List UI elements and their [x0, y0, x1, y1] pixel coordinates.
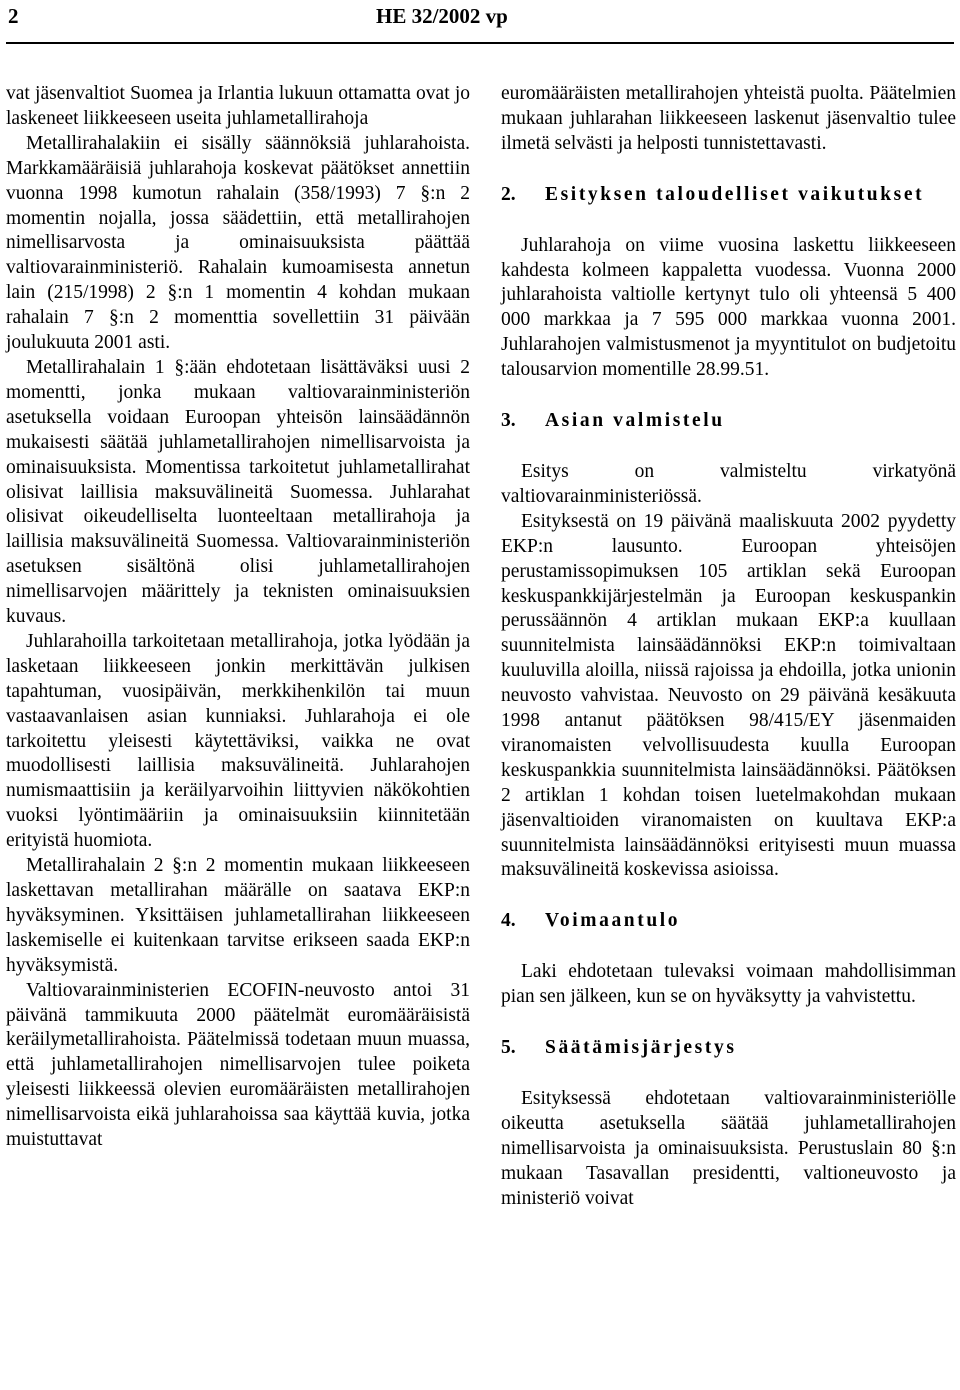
- header-rule: [6, 42, 954, 44]
- left-column: [6, 82, 470, 1153]
- paragraph: Esitys on valmisteltu virkatyönä valtiovarainministeriössä.: [501, 460, 956, 507]
- paragraph: euromääräisten metallirahojen yhteistä puolta. Päätelmien mukaan juhlarahan liikkeeseen laskenut jäsenvaltio tulee ilmetä selvästi ja helposti tunnistettavasti.: [501, 83, 956, 154]
- section-heading: [501, 909, 956, 934]
- section-number: 5.: [501, 1037, 516, 1059]
- paragraph: Juhlarahoilla tarkoitetaan metallirahoja, jotka lyödään ja lasketaan liikkeeseen jonkin merkittävän julkisen tapahtuman, vuosipäivän, merkkihenkilön tai muun vastaavanlaisen asian kunniaksi. Juhlarahoja ei ole tarkoitettu yleisesti käytettäviksi, vaikka ne ovat muodollisesti laillisia maksuvälineitä. Juhlarahojen numismaattisiin ja keräilyarvoihin liittyvien näkökohtien vuoksi lyöntimääriin ja ominaisuuksiin kiinnitetään erityistä huomiota.: [6, 630, 470, 852]
- paragraph: Metallirahalain 2 §:n 2 momentin mukaan liikkeeseen laskettavan metallirahan määrälle on saatava EKP:n hyväksyminen. Yksittäisen juhlametallirahan liikkeeseen laskemiselle ei kuitenkaan tarvitse erikseen saada EKP:n hyväksymistä.: [6, 855, 470, 976]
- section-number: 4.: [501, 910, 516, 932]
- section-heading: [501, 183, 956, 208]
- section-title: Säätämisjärjestys: [545, 1037, 737, 1059]
- section-title: Asian valmistelu: [545, 410, 725, 432]
- paragraph: Esityksessä ehdotetaan valtiovarainministeriölle oikeutta asetuksella säätää juhlametallirahojen nimellisarvoista ja ominaisuuksista. Perustuslain 80 §:n mukaan Tasavallan presidentti, valtioneuvosto ja ministeriö voivat: [501, 1088, 956, 1209]
- paragraph: vat jäsenvaltiot Suomea ja Irlantia lukuun ottamatta ovat jo laskeneet liikkeeseen useita juhlametallirahoja: [6, 83, 470, 129]
- paragraph: Esityksestä on 19 päivänä maaliskuuta 2002 pyydetty EKP:n lausunto. Euroopan yhteisöjen perustamissopimuksen 105 artiklan sekä Euroopan keskuspankkijärjestelmän ja Euroopan keskuspankin perussäännön 4 artiklan mukaan EKP:a kuullaan suunnitelmista lainsäädännöksi EKP:n toimivaltaan kuuluvilla aloilla, niissä rajoissa ja ehdoilla, jotka unionin neuvosto vahvistaa. Neuvosto on 29 päivänä kesäkuuta 1998 antanut päätöksen 98/415/EY jäsenmaiden viranomaisten velvollisuudesta kuulla Euroopan keskuspankkia suunnitelmista lainsäädännöksi. Päätöksen 2 artiklan 1 kohdan toisen luetelmakohdan mukaan jäsenvaltioiden viranomaisten on kuultava EKP:a suunnitelmista lainsäädännöksi erityisesti muun muassa maksuvälineitä koskevissa asioissa.: [501, 510, 956, 881]
- page-header: [0, 0, 960, 40]
- paragraph: Metallirahalain 1 §:ään ehdotetaan lisättäväksi uusi 2 momentti, jonka mukaan valtiovarainministeriön asetuksella voidaan Euroopan yhteisön lainsäädännön mukaisesti säätää juhlametallirahojen nimellisarvoista ja ominaisuuksista. Momentissa tarkoitetut juhlametallirahat olisivat laillisia maksuvälineitä Suomessa. Juhlarahat olisivat oikeudelliselta luonteeltaan metallirahoja ja laillisia maksuvälineitä Suomessa. Valtiovarainministeriön asetuksen sisältönä olisi juhlametallirahojen nimellisarvojen määrittely ja teknisten ominaisuuksien kuvaus.: [6, 356, 470, 628]
- page-number: 2: [8, 4, 19, 28]
- section-title: Voimaantulo: [545, 910, 681, 932]
- section-heading: [501, 1036, 956, 1061]
- section-number: 3.: [501, 410, 516, 432]
- paragraph: Valtiovarainministerien ECOFIN-neuvosto antoi 31 päivänä tammikuuta 2000 päätelmät euromääräisistä keräilymetallirahoista. Päätelmissä todetaan muun muassa, että juhlametallirahojen nimellisarvojen tulee poiketa yleisesti liikkeessä olevien euromääräisten metallirahojen nimellisarvoista eikä juhlarahoissa saa käyttää kuvia, jotka muistuttavat: [6, 979, 470, 1151]
- right-column: [501, 82, 956, 1212]
- section-title: Esityksen taloudelliset vaikutukset: [545, 183, 925, 205]
- paragraph: Juhlarahoja on viime vuosina laskettu liikkeeseen kahdesta kolmeen kappaletta vuodessa. Vuonna 2000 juhlarahoista valtiolle kertynyt tulo oli yhteensä 5 400 000 markkaa ja 7 595 000 markkaa vuonna 2001. Juhlarahojen valmistusmenot ja myyntitulot on budjetoitu talousarvion momentille 28.99.51.: [501, 234, 956, 381]
- paragraph: Metallirahalakiin ei sisälly säännöksiä juhlarahoista. Markkamääräisiä juhlarahoja koskevat päätökset annettiin vuonna 1998 kumotun rahalain (358/1993) 7 §:n 2 momentin nojalla, jossa säädettiin, että metallirahojen nimellisarvosta ja ominaisuuksista päättää valtiovarainministeriö. Rahalain kumoamisesta annetun lain (215/1998) 2 §:n 1 momentin 4 kohdan mukaan rahalain 7 §:n 2 momenttia sovellettiin 31 päivään joulukuuta 2001 asti.: [6, 132, 470, 354]
- section-number: 2.: [501, 183, 516, 205]
- document-id: HE 32/2002 vp: [376, 4, 508, 28]
- paragraph: Laki ehdotetaan tulevaksi voimaan mahdollisimman pian sen jälkeen, kun se on hyväksytty ja vahvistettu.: [501, 961, 956, 1008]
- section-heading: [501, 409, 956, 434]
